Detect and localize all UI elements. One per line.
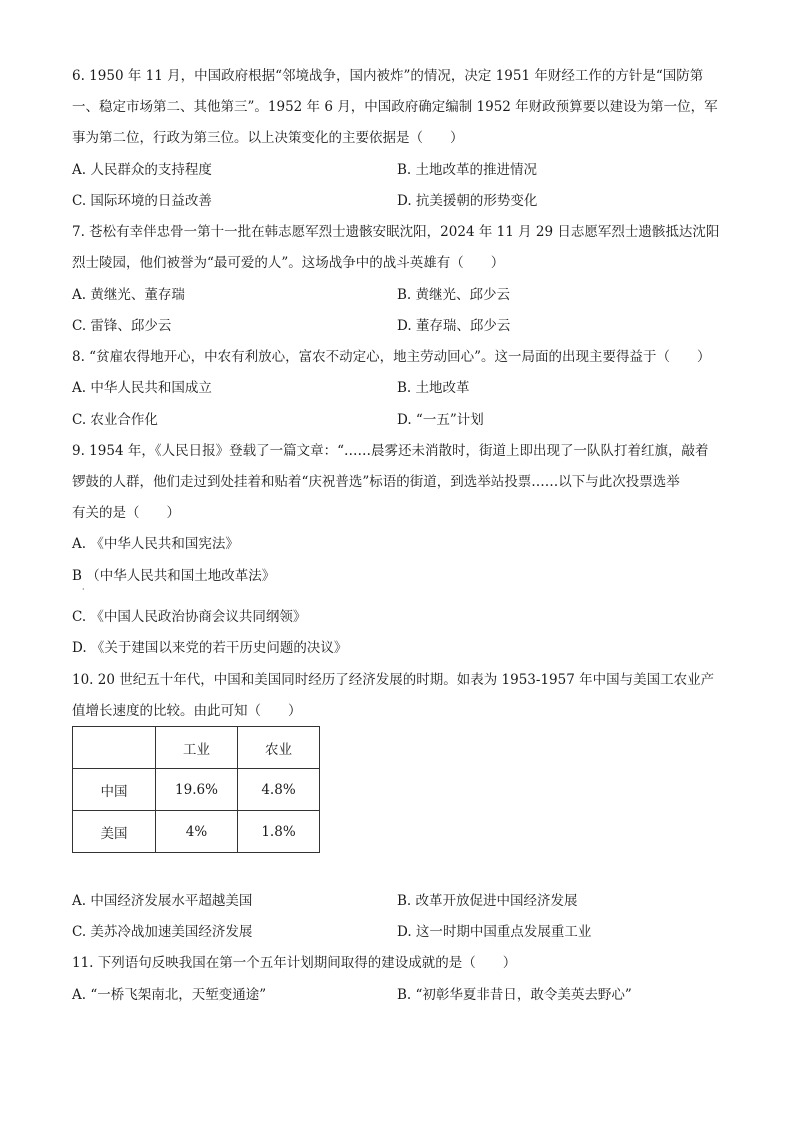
q11-stem-line-1: 11. 下列语句反映我国在第一个五年计划期间取得的建设成就的是（ ） bbox=[72, 955, 517, 971]
q8-option-a: A. 中华人民共和国成立 bbox=[72, 380, 212, 396]
q10-option-a: A. 中国经济发展水平超越美国 bbox=[72, 893, 253, 909]
q7-stem-line-1: 7. 苍松有幸伴忠骨一第十一批在韩志愿军烈士遗骸安眠沈阳，2024 年 11 月 29 日志愿军烈士遗骸抵达沈阳 bbox=[72, 224, 720, 240]
q6-option-b: B. 土地改革的推进情况 bbox=[397, 162, 538, 178]
table-cell: 美国 bbox=[73, 811, 156, 853]
table-cell: 4% bbox=[156, 811, 238, 853]
q10-stem-line-1: 10. 20 世纪五十年代，中国和美国同时经历了经济发展的时期。如表为 1953-1957 年中国与美国工农业产 bbox=[72, 672, 715, 688]
q6-stem-line-2: 一、稳定市场第二、其他第三”。1952 年 6 月，中国政府确定编制 1952 年财政预算要以建设为第一位，军 bbox=[72, 99, 718, 115]
q8-option-d: D. “一五”计划 bbox=[397, 412, 484, 428]
q10-option-c: C. 美苏冷战加速美国经济发展 bbox=[72, 924, 253, 940]
q7-option-b: B. 黄继光、邱少云 bbox=[397, 287, 511, 303]
q6-option-a: A. 人民群众的支持程度 bbox=[72, 162, 212, 178]
q10-option-d: D. 这一时期中国重点发展重工业 bbox=[397, 924, 592, 940]
q10-stem-line-2: 值增长速度的比较。由此可知（ ） bbox=[72, 703, 302, 719]
q7-stem-line-2: 烈士陵园，他们被誉为“最可爱的人”。这场战争中的战斗英雄有（ ） bbox=[72, 255, 505, 271]
q8-stem-line-1: 8. “贫雇农得地开心，中农有利放心，富农不动定心，地主劳动回心”。这一局面的出现主要得益于（ ） bbox=[72, 349, 711, 365]
table-header-cell bbox=[73, 727, 156, 769]
q6-option-d: D. 抗美援朝的形势变化 bbox=[397, 193, 538, 209]
growth-rate-table bbox=[72, 726, 320, 853]
table-cell: 4.8% bbox=[238, 769, 320, 811]
table-cell: 中国 bbox=[73, 769, 156, 811]
q9-stem-line-2: 锣鼓的人群，他们走过到处挂着和贴着“庆祝普选”标语的街道，到选举站投票……以下与此次投票选举 bbox=[72, 474, 680, 490]
table-header-cell: 工业 bbox=[156, 727, 238, 769]
q9-stem-line-3: 有关的是（ ） bbox=[72, 505, 180, 521]
table-row bbox=[73, 811, 320, 853]
q7-option-c: C. 雷锋、邱少云 bbox=[72, 318, 172, 334]
q11-option-b: B. “初彰华夏非昔日，敢令美英去野心” bbox=[397, 987, 632, 1003]
q8-option-c: C. 农业合作化 bbox=[72, 412, 158, 428]
q9-stem-line-1: 9. 1954 年，《人民日报》登载了一篇文章：“……晨雾还未消散时，街道上即出现了一队队打着红旗，敲着 bbox=[72, 443, 709, 459]
q7-option-d: D. 董存瑞、邱少云 bbox=[397, 318, 511, 334]
table-row bbox=[73, 769, 320, 811]
table-header-row bbox=[73, 727, 320, 769]
q6-stem-line-3: 事为第二位，行政为第三位。以上决策变化的主要依据是（ ） bbox=[72, 130, 464, 146]
q11-option-a: A. “一桥飞架南北，天堑变通途” bbox=[72, 987, 267, 1003]
table-cell: 1.8% bbox=[238, 811, 320, 853]
q9-option-d: D. 《关于建国以来党的若干历史问题的决议》 bbox=[72, 640, 348, 656]
q9-option-b: B （中华人民共和国土地改革法》 bbox=[72, 568, 276, 584]
q6-stem-line-1: 6. 1950 年 11 月，中国政府根据“邻境战争，国内被炸”的情况，决定 1951 年财经工作的方针是“国防第 bbox=[72, 68, 704, 84]
q7-option-a: A. 黄继光、董存瑞 bbox=[72, 287, 185, 303]
q8-option-b: B. 土地改革 bbox=[397, 380, 470, 396]
table-cell: 19.6% bbox=[156, 769, 238, 811]
q6-option-c: C. 国际环境的日益改善 bbox=[72, 193, 212, 209]
q9-option-a: A. 《中华人民共和国宪法》 bbox=[72, 536, 239, 552]
table-header-cell: 农业 bbox=[238, 727, 320, 769]
stray-dot-mark: · bbox=[82, 585, 85, 594]
q9-option-c: C. 《中国人民政治协商会议共同纲领》 bbox=[72, 609, 307, 625]
q10-option-b: B. 改革开放促进中国经济发展 bbox=[397, 893, 578, 909]
